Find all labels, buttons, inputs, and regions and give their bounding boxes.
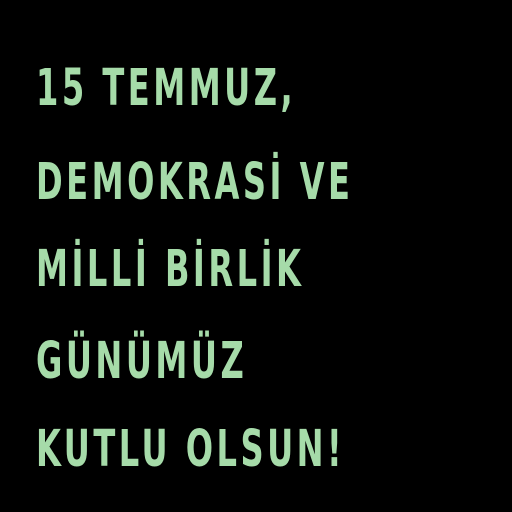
- message-line-5: KUTLU OLSUN!: [36, 420, 346, 479]
- message-line-4: GÜNÜMÜZ: [36, 332, 248, 391]
- message-line-3: MİLLİ BİRLİK: [36, 240, 305, 299]
- message-line-1: 15 TEMMUZ,: [36, 59, 297, 118]
- message-line-2: DEMOKRASİ VE: [36, 153, 354, 212]
